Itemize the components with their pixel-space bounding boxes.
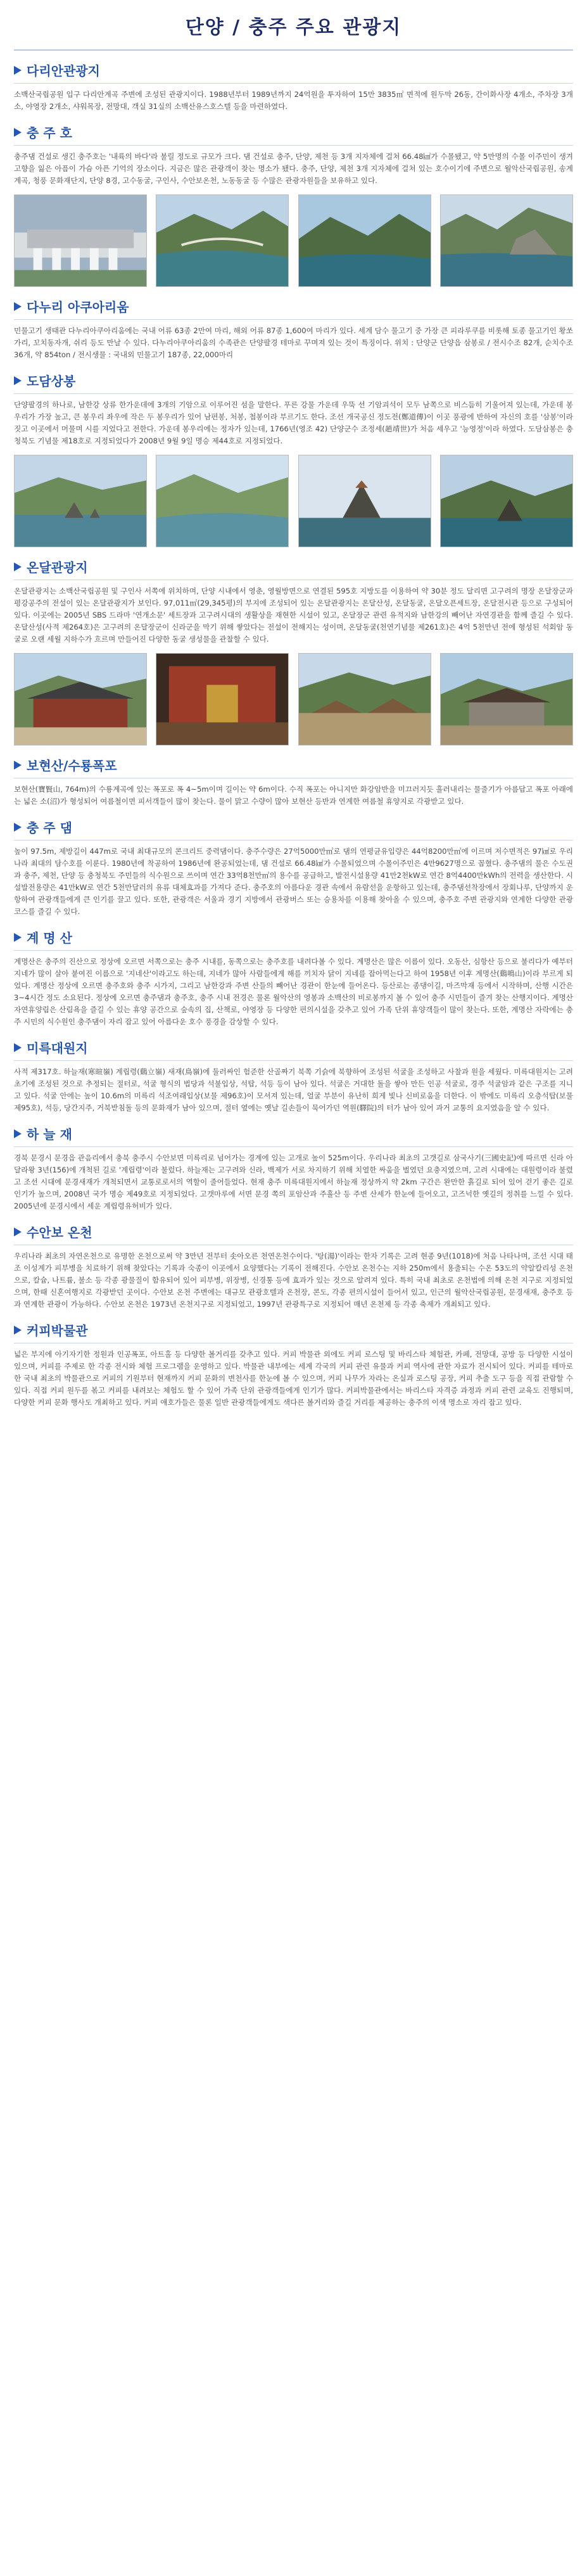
rock-pavilion-photo [298,455,431,547]
hall-interior-photo [156,653,289,746]
triangle-bullet-icon [14,128,22,137]
section-header [14,1321,573,1343]
triangle-bullet-icon [14,1228,22,1236]
section-header [14,756,573,778]
river-valley-photo [156,455,289,547]
triangle-bullet-icon [14,1129,22,1138]
section-header [14,557,573,580]
section-header [14,818,573,841]
section-dodam [14,371,573,547]
triangle-bullet-icon [14,933,22,942]
section-header [14,297,573,320]
section-mireuk [14,1038,573,1114]
section-title: 수안보 온천 [27,1225,92,1240]
photo-row [14,653,573,746]
palace-set-photo [14,653,147,746]
section-title: 커피박물관 [27,1323,88,1338]
lake-mountain-photo [298,194,431,287]
section-coffee-museum [14,1321,573,1409]
section-ondal [14,557,573,746]
rock-island-photo [440,455,573,547]
section-title: 충 주 호 [27,125,72,141]
section-title: 도담상봉 [27,374,76,389]
triangle-bullet-icon [14,1043,22,1052]
section-darian [14,61,573,113]
section-header [14,1038,573,1061]
section-title: 미륵대원지 [27,1041,88,1056]
section-text: 온달관광지는 소백산국립공원 및 구인사 서쪽에 위치하며, 단양 시내에서 영춘, 영월방면으로 연결된 595호 지방도를 이용하여 약 30분 정도 달리면 고구려의 명장 온달장군과 평강공주의 전설이 있는 온달관광지가 보인다. 97,011㎡(29,345평)의 부지에 조성되어 있는 온달관광지는 온달산성, 온달동굴, 온달오픈세트장, 온달전시관 등으로 구성되어 있다. 이곳에는 2005년 SBS 드라마 '연개소문' 세트장과 고구려시대의 생활상을 재현한 시설이 있고, 온달장군 관련 유적지와 남한강의 빼어난 자연경관을 함께 즐길 수 있다. 온달산성(사적 제264호)은 고구려의 온달장군이 신라군을 막기 위해 쌓았다는 전설이 전해지는 성이며, 온달동굴(천연기념물 제261호)은 4억 5천만년 전에 형성된 석회암 동굴로 오랜 세월 지하수가 흐르며 만들어진 다양한 동굴 생성물을 관찰할 수 있다. [14,587,573,644]
section-chungjuho [14,123,573,287]
section-header [14,61,573,84]
section-title: 계 명 산 [27,930,72,946]
triangle-bullet-icon [14,66,22,75]
village-set-photo [298,653,431,746]
section-header [14,928,573,951]
triangle-bullet-icon [14,1326,22,1335]
section-text: 높이 97.5m, 제방길이 447m로 국내 최대규모의 콘크리트 중력댐이다. 충주수량은 27억5000만㎥로 댐의 연평균유입량은 44억8200만㎥에 이르며 저수면적은 97㎢로 우리 나라 최대의 담수호를 이룬다. 1980년에 착공하여 1986년에 완공되었는데, 댐 건설로 66.48㎢가 수몰되었으며 수몰이주민은 4만9627명으로 꼽혔다. 충주댐의 물은 수도권과 충주, 제천, 단양 등 충청북도 주민들의 식수원으로 쓰이며 연간 33억8천만㎥의 용수를 공급하고, 발전시설용량 41만2천kW로 연간 8억4400만kWh의 전력을 생산한다. 시설발전용량은 41만kW로 연간 5천만달러의 유류 대체효과를 가져다 준다. 충주호의 아름다운 경관 속에서 유람선을 운항하고 있는데, 충주댐선착장에서 장회나루, 단양까지 운항하여 관광객들에게 큰 인기를 끌고 있다. 또한, 관광객은 서울과 경기 지방에서 관광버스 또는 승용차를 이용해 찾아올 수 있으며, 충주호 주변 관광지와 연계한 다양한 관광 코스를 즐길 수 있다. [14,847,573,916]
photo-row [14,455,573,547]
section-title: 보현산/수룡폭포 [27,758,117,773]
section-title: 다누리 아쿠아리움 [27,300,129,315]
section-header [14,1222,573,1245]
section-text: 충주댐 건설로 생긴 충주호는 '내륙의 바다'라 불릴 정도로 규모가 크다. 댐 건설로 충주, 단양, 제천 등 3개 지자체에 걸쳐 66.48㎢가 수몰됐고, 약 5만명의 수몰 이주민이 생겨 고향을 잃은 아픔이 가슴 아픈 기억의 장소이다. 지금은 많은 관광객이 찾는 명소가 됐다. 충주, 단양, 제천 3개 지자체에 걸쳐 있는 호수이기에 주변으로 월악산국립공원, 송계계곡, 청풍 문화재단지, 단양 8경, 고수동굴, 구인사, 수안보온천, 노동동굴 등 수많은 관광자원들을 보유하고 있다. [14,152,573,185]
dam-spillway-photo [14,194,147,287]
triangle-bullet-icon [14,302,22,311]
section-header [14,123,573,146]
river-islets-photo [14,455,147,547]
section-aquarium [14,297,573,361]
section-title: 하 늘 재 [27,1127,72,1142]
triangle-bullet-icon [14,376,22,385]
triangle-bullet-icon [14,761,22,770]
section-text: 경북 문경시 문경읍 관음리에서 충북 충주시 수안보면 미륵리로 넘어가는 경계에 있는 고개로 높이 525m이다. 우리나라 최초의 고갯길로 삼국사기(三國史記)에 따르면 신라 아달라왕 3년(156)에 개척된 길로 '계립령'이라 불렀다. 하늘재는 고구려와 신라, 백제가 서로 차지하기 위해 치열한 싸움을 벌였던 요충지였으며, 고려 시대에는 대원령이라 불렸고 조선 시대에 문경새재가 개척되면서 교통로로서의 역할이 줄어들었다. 현재 충주 미륵대원지에서 하늘재 정상까지 약 2km 구간은 완만한 흙길로 되어 있어 걷기 좋은 길로 인기가 높으며, 2008년 국가 명승 제49호로 지정되었다. 고갯마루에 서면 문경 쪽의 포암산과 주흘산 등 주변 산세가 한눈에 들어오고, 고즈넉한 옛길의 정취를 느낄 수 있다. 2005년에 문경시에서 세운 계립령유허비가 있다. [14,1153,574,1210]
section-text: 소백산국립공원 입구 다리안계곡 주변에 조성된 관광지이다. 1988년부터 1989년까지 24억원을 투자하여 15만 3835㎡ 면적에 원두막 26동, 간이화사장 4개소, 주차장 3개소, 야영장 2개소, 샤워목장, 전망대, 객실 31실의 소백산유스호스텔 등을 마련하였다. [14,90,573,111]
triangle-bullet-icon [14,823,22,832]
section-text: 보현산(寶賢山, 764m)의 수룡계곡에 있는 폭포로 폭 4~5m이며 길이는 약 6m이다. 수직 폭포는 아니지만 화강암반을 미끄러지듯 흘러내리는 물줄기가 아름답고 폭포 아래에는 넓은 소(沼)가 형성되어 여름철이면 피서객들이 많이 찾는다. 물이 맑고 수량이 많아 보현산 등반과 연계한 여름철 휴양지로 각광받고 있다. [14,785,573,806]
section-text: 넓은 부지에 아기자기한 정원과 인공폭포, 아트홀 등 다양한 볼거리를 갖추고 있다. 커피 박물관 외에도 커피 로스팅 및 바리스타 체험관, 카페, 전망대, 공방 등 다양한 시설이 있으며, 커피를 주제로 한 각종 전시와 체험 프로그램을 운영하고 있다. 박물관 내부에는 세계 각국의 커피 관련 유물과 커피 역사에 관한 자료가 전시되어 있다. 커피를 테마로 한 국내 최초의 박물관으로 커피의 기원부터 현재까지 커피 문화의 변천사를 한눈에 볼 수 있으며, 커피 나무가 자라는 온실과 로스팅 공장, 커피 추출 도구 등을 직접 관람할 수 있다. 직접 커피 원두를 볶고 커피를 내려보는 체험도 할 수 있어 가족 단위 관광객들에게 인기가 많다. 커피박물관에서는 바리스타 자격증 과정과 커피 관련 교육도 진행되며, 다양한 커피 문화 행사도 개최하고 있다. 커피 애호가들은 물론 일반 관광객들에게도 색다른 볼거리와 즐길 거리를 제공하는 충주의 이색 명소로 자리 잡고 있다. [14,1350,573,1407]
section-text: 민물고기 생태관 다누리아쿠아리움에는 국내 어류 63종 2만여 마리, 해외 어류 87종 1,600여 마리가 있다. 세계 담수 물고기 중 가장 큰 피라루쿠를 비롯해 토종 물고기인 황쏘가리, 꼬치동자개, 쉬리 등도 만날 수 있다. 다누리아쿠아리움의 수족관은 단양팔경 테마로 꾸며져 있는 것이 특징이다. 위치 : 단양군 단양읍 삼봉로 / 전시수조 82개, 순치수조 36개, 약 854ton / 전시생물 : 국내외 민물고기 187종, 22,000마리 [14,326,573,359]
section-bohyeonsan [14,756,573,808]
lake-cliffs-photo [440,194,573,287]
section-gyemyeongsan [14,928,573,1028]
section-title: 다리안관광지 [27,63,100,79]
title-bar [14,9,573,51]
section-text: 사적 제317호. 하늘재(寒暄嶺) 계립령(鷄立嶺) 새재(鳥嶺)에 둘러싸인 험준한 산골짜기 북쪽 기슭에 북향하여 조성된 석굴을 조성하고 사찰과 원을 세웠다. 미륵대원지는 고려 초기에 조성된 것으로 추정되는 절터로, 석굴 형식의 법당과 석불입상, 석탑, 석등 등이 남아 있다. 석굴은 거대한 돌을 쌓아 만든 인공 석굴로, 경주 석굴암과 같은 구조를 지니고 있다. 석굴 안에는 높이 10.6m의 미륵리 석조여래입상(보물 제96호)이 모셔져 있는데, 얼굴 부분이 유난히 희게 빛나 신비로움을 더한다. 이 밖에도 미륵리 오층석탑(보물 제95호), 석등, 당간지주, 거북받침돌 등의 문화재가 남아 있으며, 절터 옆에는 옛날 길손들이 묵어가던 역원(驛院)의 터가 남아 있어 과거 교통의 요지였음을 알 수 있다. [14,1067,573,1112]
page-title: 단양 / 충주 주요 관광지 [185,16,402,39]
triangle-bullet-icon [14,562,22,571]
photo-row [14,194,573,287]
section-text: 우리나라 최초의 자연온천으로 유명한 온천으로써 약 3만년 전부터 솟아오른 천연온천수이다. '탕(湯)'이라는 한자 기록은 고려 현종 9년(1018)에 처음 나타나며, 조선 시대 태조 이성계가 피부병을 치료하기 위해 찾았다는 기록과 숙종이 이곳에서 요양했다는 기록이 전해진다. 수안보 온천수는 지하 250m에서 용출되는 수온 53도의 약알칼리성 온천으로, 칼슘, 나트륨, 불소 등 각종 광물질이 함유되어 있어 피부병, 위장병, 신경통 등에 효과가 있는 것으로 알려져 있다. 특히 국내 최초로 온천법에 의해 온천 지구로 지정되었으며, 한때 신혼여행지로 각광받던 곳이다. 수안보 온천 주변에는 대규모 관광호텔과 온천장, 콘도, 각종 편의시설이 들어서 있고, 인근의 월악산국립공원, 문경새재, 충주호 등과 연계한 관광이 가능하다. 수안보 온천은 1973년 온천지구로 지정되었고, 1997년 관광특구로 지정되어 매년 온천제 등 각종 축제가 개최되고 있다. [14,1252,574,1309]
section-header [14,1124,573,1147]
section-text: 단양팔경의 하나로, 남한강 상류 한가운데에 3개의 기암으로 이루어진 섬을 말한다. 푸른 강물 가운데 우뚝 선 기암괴석이 모두 남쪽으로 비스듬히 기울어져 있는데, 가운데 봉우리가 가장 높고, 큰 봉우리 좌우에 작은 두 봉우리가 있어 남편봉, 처봉, 첩봉이라 부르기도 한다. 조선 개국공신 정도전(鄭道傳)이 이곳 풍광에 반하여 자신의 호를 '삼봉'이라 짓고 이곳에서 머물며 시를 지었다고 전한다. 가운데 봉우리에는 정자가 있는데, 1766년(영조 42) 단양군수 조정세(趙靖世)가 처음 세우고 '능영정'이라 하였다. 도담삼봉은 충청북도 기념물 제18호로 지정되었다가 2008년 9월 9일 명승 제44호로 지정되었다. [14,400,573,445]
section-title: 충 주 댐 [27,820,72,835]
section-chungju-dam [14,818,573,918]
section-text: 계명산은 충주의 진산으로 정상에 오르면 서쪽으로는 충주 시내를, 동쪽으로는 충주호를 내려다볼 수 있다. 계명산은 많은 이름이 있다. 오동산, 심항산 등으로 불리다가 예부터 지네가 많이 살아 붙여진 이름으로 '지네산'이라고도 하는데, 지네가 많아 사람들에게 해를 끼치자 닭이 지네를 잡아먹는다고 하여 1958년 이후 계명산(鷄鳴山)이라 부르게 되었다. 계명산 정상에 오르면 충주호와 충주 시가지, 그리고 남한강과 주변 산들의 빼어난 경관이 한눈에 들어온다. 등산로는 종댕이길, 마즈막재 등에서 시작하며, 산행 시간은 3~4시간 정도 소요된다. 정상에 오르면 충주댐과 충주호, 충주 시내 전경은 물론 월악산의 영봉과 소백산의 비로봉까지 볼 수 있어 충주 시민들이 즐겨 찾는 산행지이다. 계명산 자연휴양림은 산림욕을 즐길 수 있는 휴양 공간으로 숲속의 집, 산책로, 야영장 등 다양한 편의시설을 갖추고 있어 가족 단위 휴양객들이 많이 찾는다. 또한, 계명산 자락에는 충주 시민의 식수원인 충주댐이 자리 잡고 있어 아름다운 호수 풍경을 감상할 수 있다. [14,957,573,1026]
section-haneuljae [14,1124,573,1212]
section-header [14,371,573,394]
section-title: 온달관광지 [27,560,88,575]
section-suanbo [14,1222,573,1310]
lake-bridge-photo [156,194,289,287]
fortress-gate-photo [440,653,573,746]
